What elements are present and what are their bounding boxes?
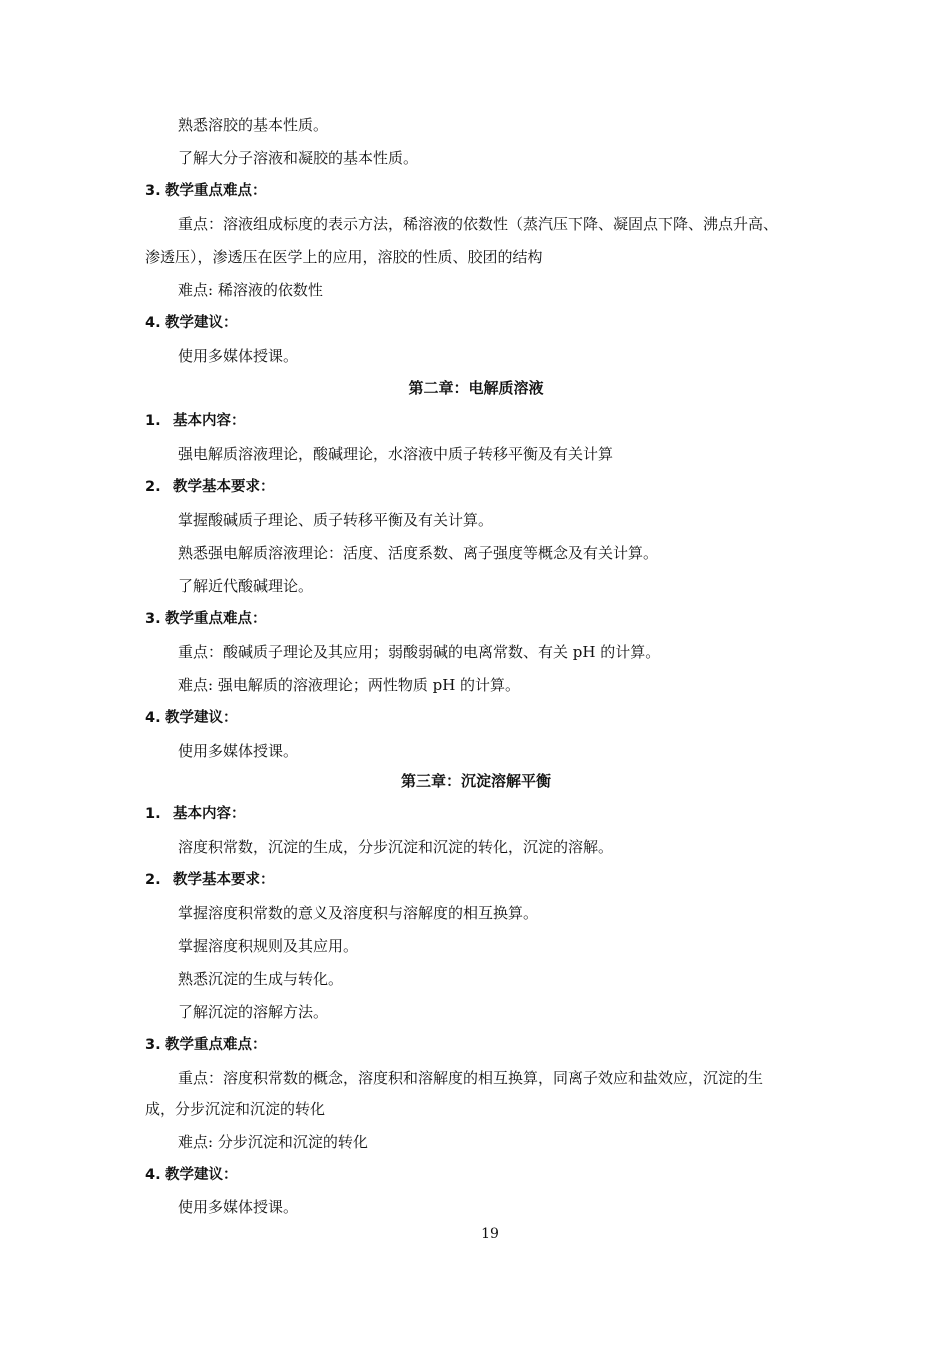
paragraph-line: 重点：溶液组成标度的表示方法，稀溶液的依数性（蒸汽压下降、凝固点下降、沸点升高、: [178, 215, 779, 233]
section-heading: [145, 869, 275, 891]
paragraph-line: 熟悉溶胶的基本性质。: [178, 116, 329, 134]
paragraph-line: 溶度积常数，沉淀的生成，分步沉淀和沉淀的转化，沉淀的溶解。: [178, 838, 614, 856]
section-number: 3.: [145, 1037, 161, 1053]
paragraph-line: 熟悉沉淀的生成与转化。: [178, 970, 344, 988]
section-number: 4.: [145, 1167, 161, 1183]
section-heading: [145, 608, 267, 630]
paragraph-line: 难点: 强电解质的溶液理论；两性物质 pH 的计算。: [178, 676, 521, 694]
section-heading: [145, 803, 246, 825]
paragraph-line: 熟悉强电解质溶液理论：活度、活度系数、离子强度等概念及有关计算。: [178, 544, 659, 562]
paragraph-line: 使用多媒体授课。: [178, 1198, 299, 1216]
paragraph-line: 了解沉淀的溶解方法。: [178, 1003, 329, 1021]
section-heading: [145, 312, 238, 334]
section-title: 教学建议：: [165, 1167, 238, 1183]
section-title: 教学重点难点：: [165, 183, 267, 199]
section-title: 基本内容：: [173, 806, 246, 822]
section-heading: [145, 410, 246, 432]
paragraph-line: 难点: 分步沉淀和沉淀的转化: [178, 1133, 368, 1151]
paragraph-line: 使用多媒体授课。: [178, 742, 299, 760]
paragraph-line: 使用多媒体授课。: [178, 347, 299, 365]
section-title: 教学重点难点：: [165, 1037, 267, 1053]
section-title: 教学基本要求：: [173, 872, 275, 888]
chapter-heading: 第三章：沉淀溶解平衡: [400, 772, 551, 790]
section-number: 3.: [145, 183, 161, 199]
section-title: 教学基本要求：: [173, 479, 275, 495]
paragraph-line: 成，分步沉淀和沉淀的转化: [145, 1100, 326, 1118]
section-title: 教学重点难点：: [165, 611, 267, 627]
section-number: 1.: [145, 413, 161, 429]
section-heading: [145, 707, 238, 729]
section-heading: [145, 180, 267, 202]
section-title: 教学建议：: [165, 710, 238, 726]
section-number: 4.: [145, 315, 161, 331]
section-number: 3.: [145, 611, 161, 627]
paragraph-line: 重点：溶度积常数的概念，溶度积和溶解度的相互换算，同离子效应和盐效应，沉淀的生: [178, 1069, 764, 1087]
section-heading: [145, 1164, 238, 1186]
paragraph-line: 了解近代酸碱理论。: [178, 577, 314, 595]
paragraph-line: 渗透压），渗透压在医学上的应用，溶胶的性质、胶团的结构: [145, 248, 543, 266]
paragraph-line: 难点: 稀溶液的依数性: [178, 281, 323, 299]
paragraph-line: 重点：酸碱质子理论及其应用；弱酸弱碱的电离常数、有关 pH 的计算。: [178, 643, 661, 661]
page-number: 19: [481, 1226, 499, 1242]
paragraph-line: 了解大分子溶液和凝胶的基本性质。: [178, 149, 419, 167]
section-heading: [145, 476, 275, 498]
section-number: 4.: [145, 710, 161, 726]
section-number: 1.: [145, 806, 161, 822]
section-number: 2.: [145, 479, 161, 495]
section-number: 2.: [145, 872, 161, 888]
section-title: 教学建议：: [165, 315, 238, 331]
paragraph-line: 掌握溶度积规则及其应用。: [178, 937, 359, 955]
section-title: 基本内容：: [173, 413, 246, 429]
paragraph-line: 掌握酸碱质子理论、质子转移平衡及有关计算。: [178, 511, 494, 529]
section-heading: [145, 1034, 267, 1056]
paragraph-line: 掌握溶度积常数的意义及溶度积与溶解度的相互换算。: [178, 904, 539, 922]
chapter-heading: 第二章：电解质溶液: [408, 379, 544, 397]
paragraph-line: 强电解质溶液理论，酸碱理论，水溶液中质子转移平衡及有关计算: [178, 445, 614, 463]
